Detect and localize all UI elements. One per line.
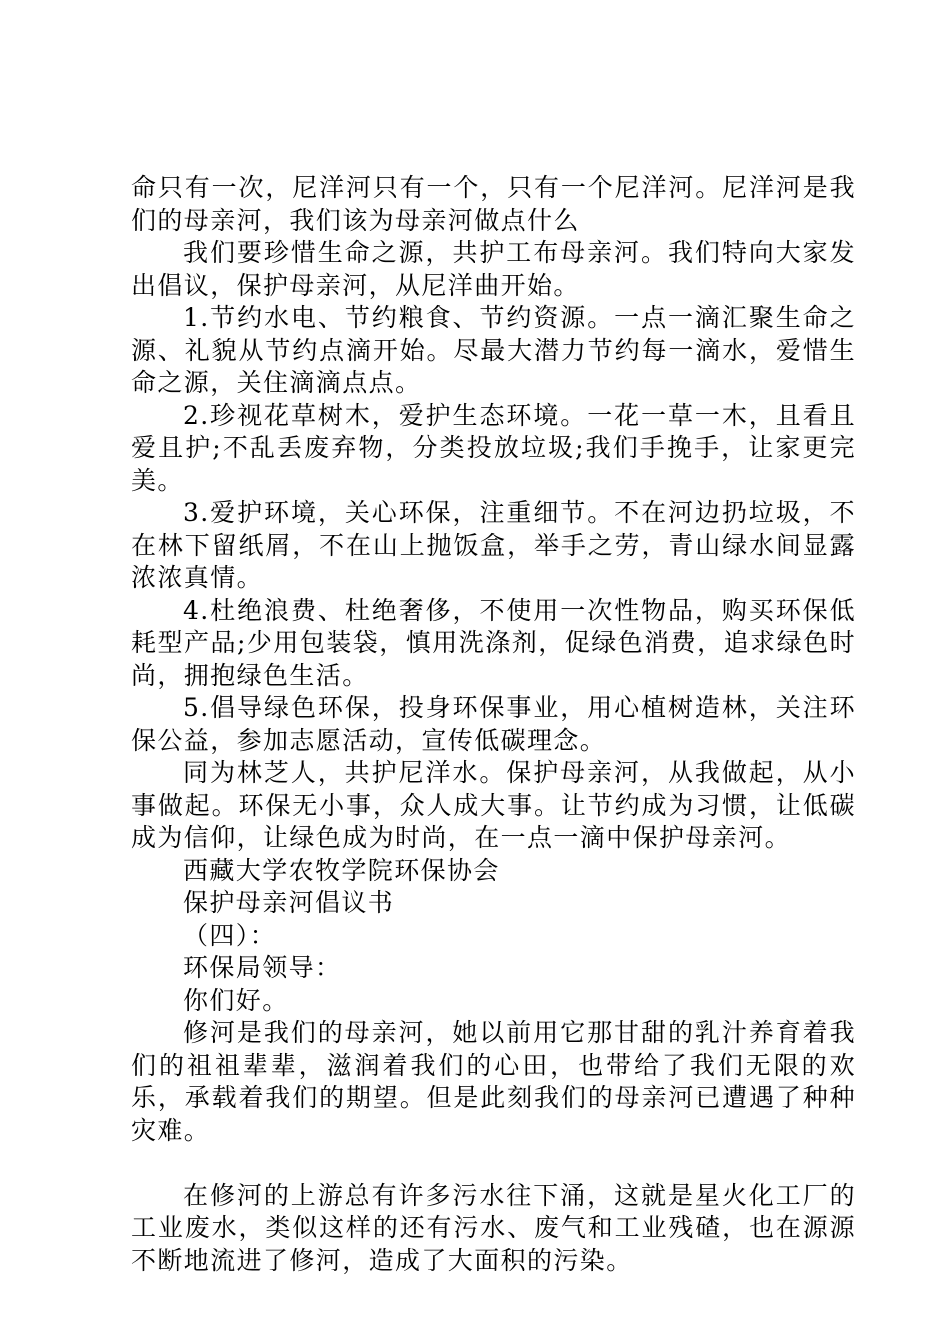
paragraph-item-2: 2.珍视花草树木，爱护生态环境。一花一草一木，且看且爱且护;不乱丢废弃物，分类投放垃圾;我们手挽手，让家更完美。 [131,400,856,495]
paragraph-item-5: 5.倡导绿色环保，投身环保事业，用心植树造林，关注环保公益，参加志愿活动，宣传低碳理念。 [131,693,856,755]
salutation: 环保局领导： [183,953,342,982]
blank-line [131,1147,856,1180]
greeting: 你们好。 [183,985,289,1015]
document-body [131,172,856,1277]
signature: 西藏大学农牧学院环保协会 [183,855,500,885]
paragraph-river-intro: 修河是我们的母亲河，她以前用它那甘甜的乳汁养育着我们的祖祖辈辈，滋润着我们的心田，也带给了我们无限的欢乐，承载着我们的期望。但是此刻我们的母亲河已遭遇了种种灾难。 [131,1018,856,1145]
paragraph-item-1: 1.节约水电、节约粮食、节约资源。一点一滴汇聚生命之源、礼貌从节约点滴开始。尽最大潜力节约每一滴水，爱惜生命之源，关住滴滴点点。 [131,303,856,397]
paragraph-closing: 同为林芝人，共护尼洋水。保护母亲河，从我做起，从小事做起。环保无小事，众人成大事。让节约成为习惯，让低碳成为信仰，让绿色成为时尚，在一点一滴中保护母亲河。 [131,758,856,852]
paragraph-item-3: 3.爱护环境，关心环保，注重细节。不在河边扔垃圾，不在林下留纸屑，不在山上抛饭盒，举手之劳，青山绿水间显露浓浓真情。 [131,498,856,592]
document-title: 保护母亲河倡议书 [183,888,395,917]
paragraph-call-to-action: 我们要珍惜生命之源，共护工布母亲河。我们特向大家发出倡议，保护母亲河，从尼洋曲开始。 [131,238,856,300]
paragraph-pollution: 在修河的上游总有许多污水往下涌，这就是星火化工厂的工业废水，类似这样的还有污水、废气和工业残碴，也在源源不断地流进了修河，造成了大面积的污染。 [131,1180,856,1275]
section-number: （四）： [183,920,277,950]
paragraph-continuation: 命只有一次，尼洋河只有一个，只有一个尼洋河。尼洋河是我们的母亲河，我们该为母亲河做点什么 [131,173,856,235]
paragraph-item-4: 4.杜绝浪费、杜绝奢侈，不使用一次性物品，购买环保低耗型产品;少用包装袋，慎用洗涤剂，促绿色消费，追求绿色时尚，拥抱绿色生活。 [131,595,856,690]
